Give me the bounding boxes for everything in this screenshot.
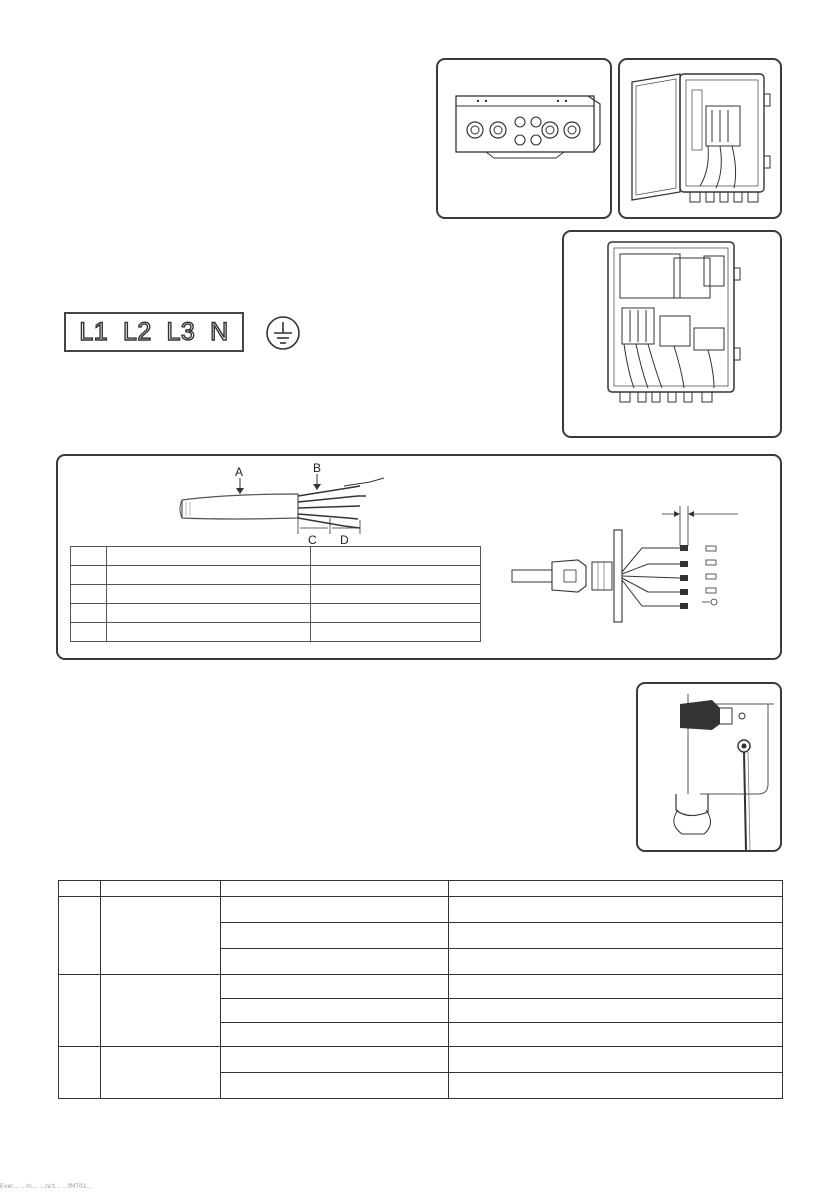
enclosure-bottom-illustration: [438, 60, 610, 217]
open-enclosure-panel: [618, 58, 782, 219]
enclosure-bottom-view-panel: [436, 58, 612, 219]
specification-table: [58, 880, 783, 1099]
internal-wiring-illustration: [564, 232, 780, 436]
ground-icon: [264, 314, 302, 352]
terminal-label-box: [64, 312, 244, 352]
table-row: [59, 975, 783, 999]
ground-connection-panel: [636, 682, 782, 852]
terminal-l2-label: L2: [122, 317, 152, 346]
table-row: [71, 566, 481, 585]
internal-wiring-panel: [562, 230, 782, 438]
table-row: [71, 604, 481, 623]
terminal-n-label: N: [210, 317, 229, 346]
open-enclosure-illustration: [620, 60, 780, 217]
table-row: [71, 623, 481, 642]
table-row: [71, 585, 481, 604]
cable-label-c: C: [308, 533, 317, 547]
cable-label-d: D: [340, 533, 349, 547]
table-row: [71, 547, 481, 566]
terminal-l1-label: L1: [79, 317, 109, 346]
cable-label-b: B: [313, 461, 322, 475]
table-row: [59, 897, 783, 923]
table-row: [59, 881, 783, 897]
ground-connection-illustration: [638, 684, 780, 850]
cable-label-a: A: [235, 465, 244, 479]
footer-text: Ever... ...In... ...nct... ...fMT01...: [0, 1183, 93, 1190]
table-row: [59, 1047, 783, 1073]
terminal-l3-label: L3: [166, 317, 196, 346]
strip-length-table: [70, 546, 481, 642]
